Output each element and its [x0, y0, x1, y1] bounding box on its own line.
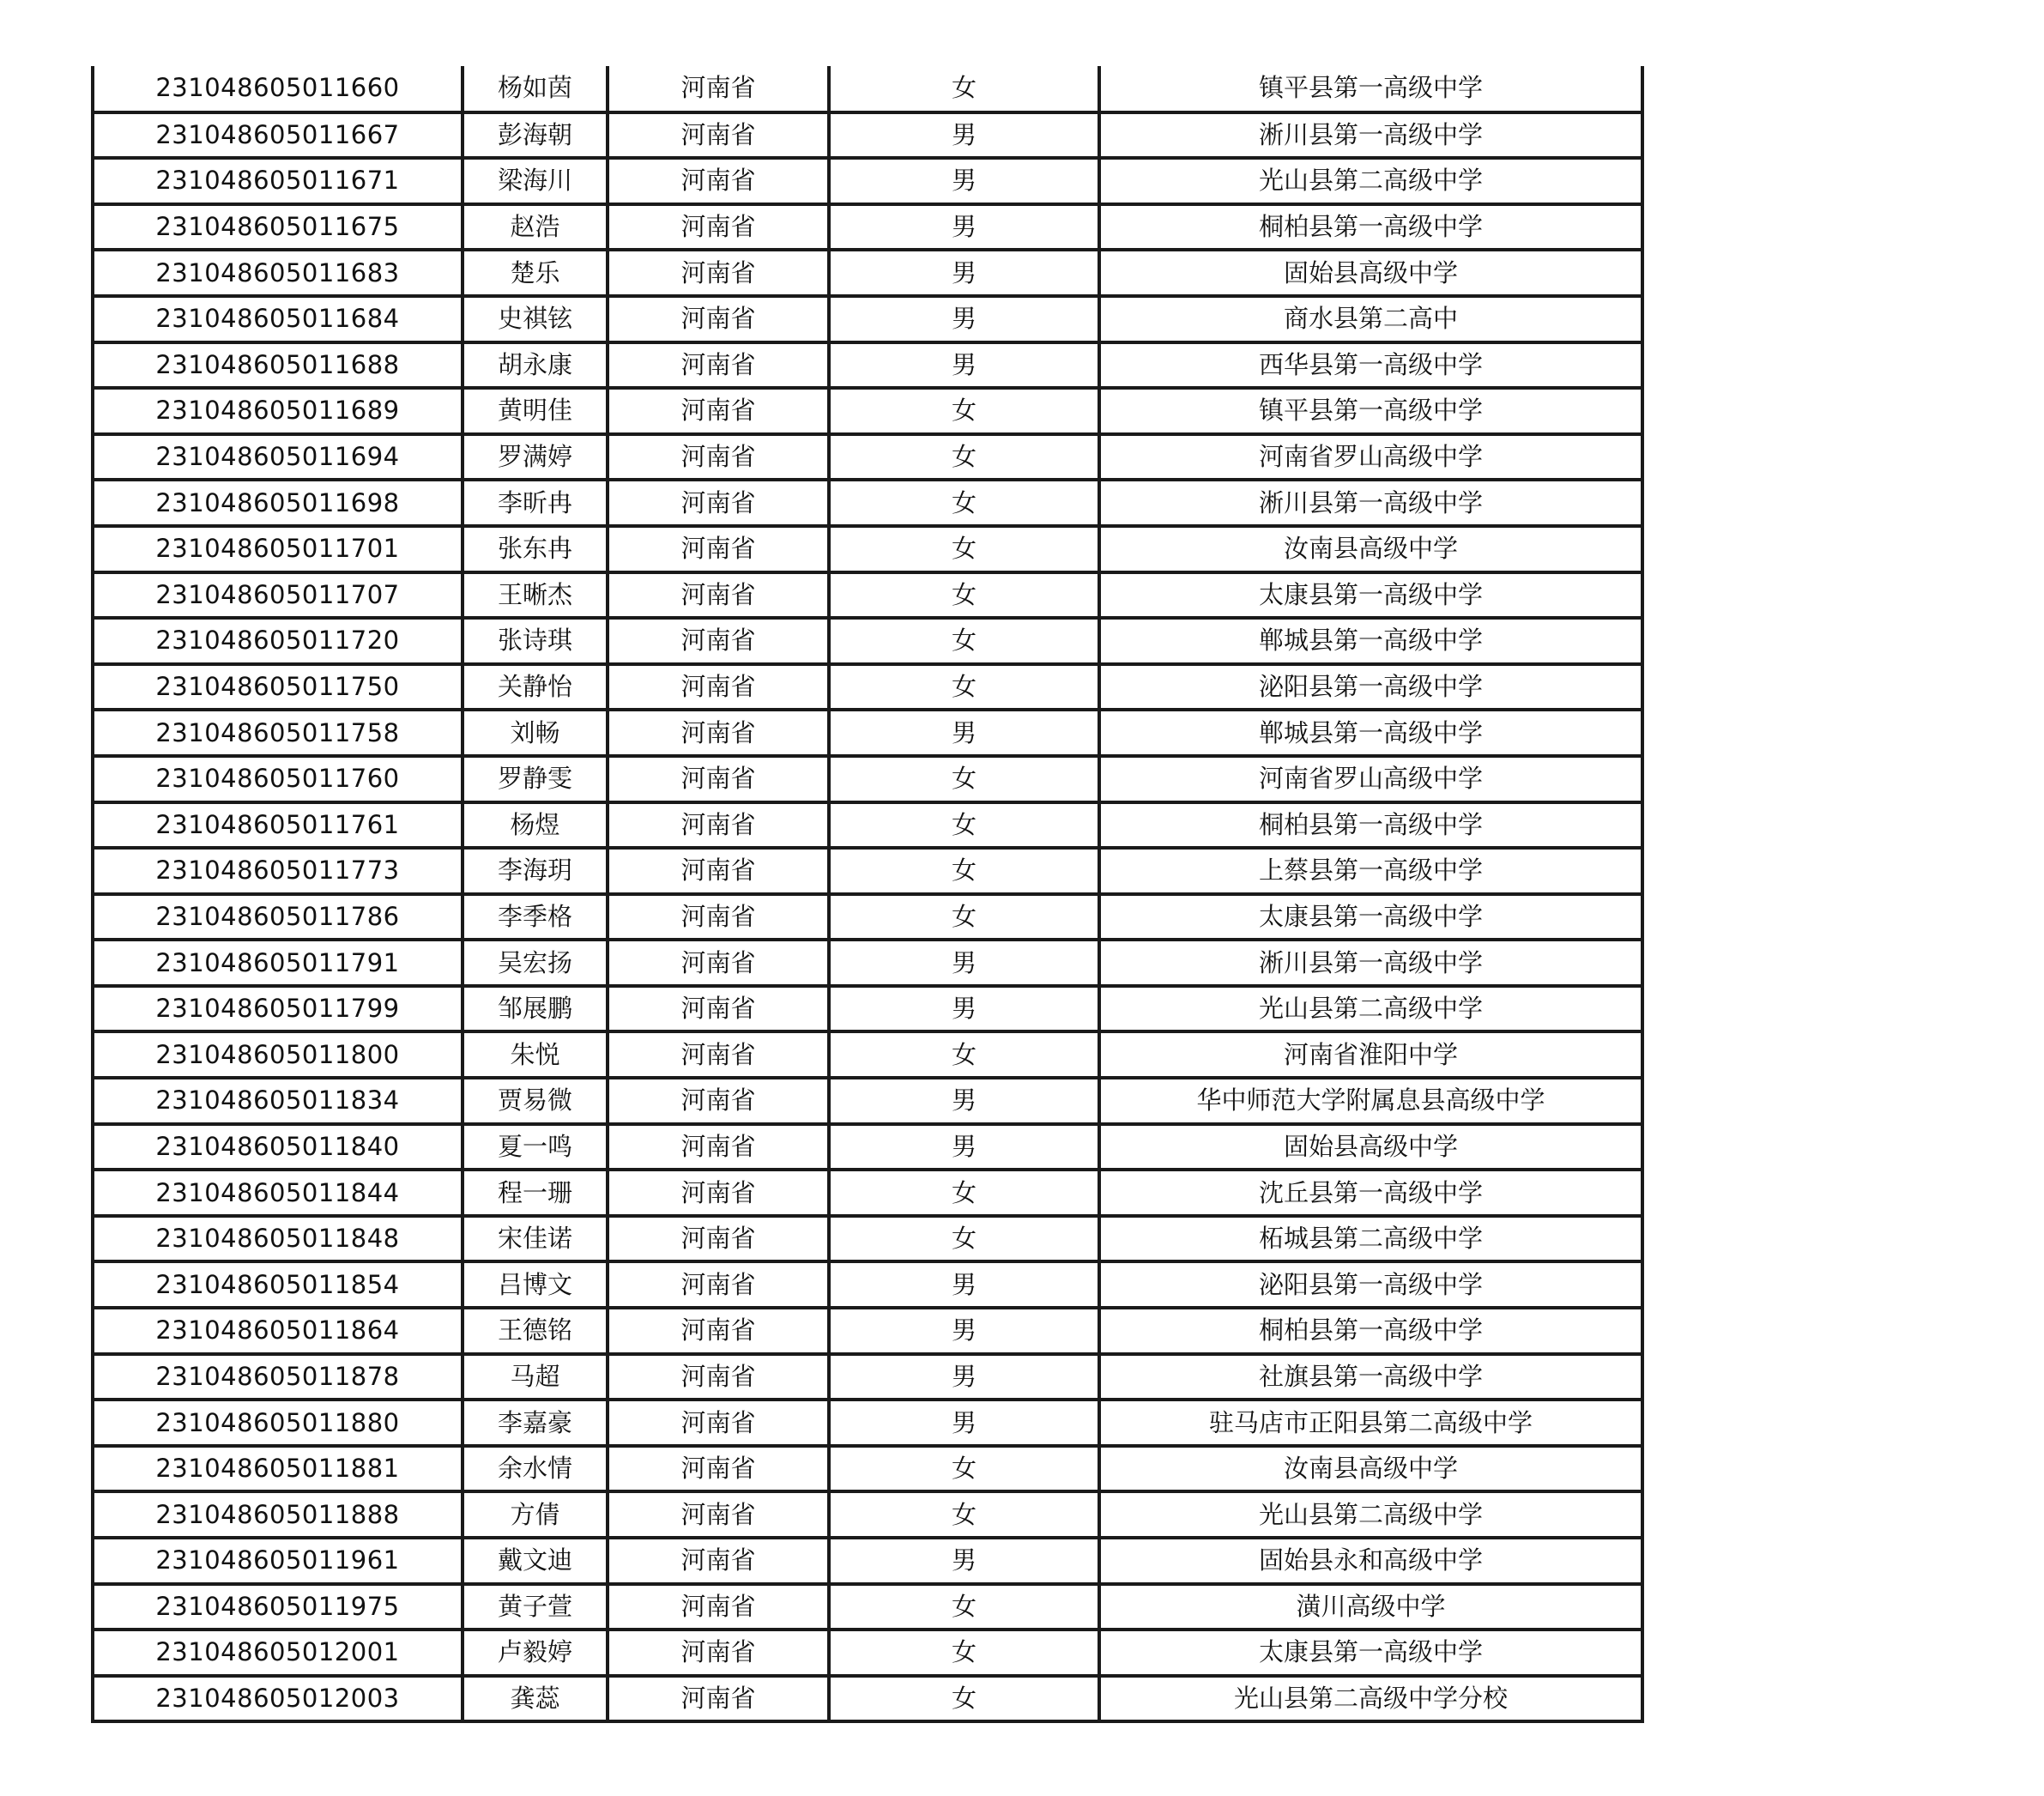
gender-cell: 女 [829, 1031, 1099, 1078]
table-row [93, 1630, 1642, 1676]
name-cell: 楚乐 [463, 250, 608, 296]
table-row [93, 112, 1642, 159]
province-cell: 河南省 [608, 296, 829, 342]
school-cell: 光山县第二高级中学 [1099, 986, 1642, 1032]
province-cell: 河南省 [608, 342, 829, 389]
name-cell: 张诗琪 [463, 618, 608, 664]
candidate-number-cell: 231048605012001 [93, 1630, 463, 1676]
table-row [93, 1400, 1642, 1446]
school-cell: 太康县第一高级中学 [1099, 894, 1642, 940]
table-row [93, 1308, 1642, 1354]
gender-cell: 女 [829, 894, 1099, 940]
candidate-number-cell: 231048605011848 [93, 1216, 463, 1262]
candidate-number-cell: 231048605011761 [93, 802, 463, 849]
name-cell: 罗满婷 [463, 434, 608, 481]
province-cell: 河南省 [608, 66, 829, 112]
gender-cell: 女 [829, 1676, 1099, 1722]
gender-cell: 女 [829, 526, 1099, 572]
table-row [93, 710, 1642, 756]
name-cell: 程一珊 [463, 1170, 608, 1216]
table-row [93, 296, 1642, 342]
candidate-number-cell: 231048605011688 [93, 342, 463, 389]
table-row [93, 1491, 1642, 1538]
gender-cell: 女 [829, 848, 1099, 894]
province-cell: 河南省 [608, 1400, 829, 1446]
candidate-number-cell: 231048605011878 [93, 1354, 463, 1400]
name-cell: 李昕冉 [463, 480, 608, 526]
gender-cell: 女 [829, 618, 1099, 664]
roster-table-body [93, 66, 1642, 1721]
name-cell: 朱悦 [463, 1031, 608, 1078]
table-row [93, 572, 1642, 619]
table-row [93, 1170, 1642, 1216]
candidate-number-cell: 231048605011694 [93, 434, 463, 481]
province-cell: 河南省 [608, 112, 829, 159]
name-cell: 贾易微 [463, 1078, 608, 1124]
gender-cell: 女 [829, 434, 1099, 481]
gender-cell: 男 [829, 342, 1099, 389]
school-cell: 光山县第二高级中学 [1099, 1491, 1642, 1538]
province-cell: 河南省 [608, 204, 829, 251]
school-cell: 华中师范大学附属息县高级中学 [1099, 1078, 1642, 1124]
gender-cell: 女 [829, 1170, 1099, 1216]
school-cell: 桐柏县第一高级中学 [1099, 1308, 1642, 1354]
gender-cell: 女 [829, 1630, 1099, 1676]
gender-cell: 男 [829, 1078, 1099, 1124]
candidate-number-cell: 231048605011791 [93, 940, 463, 986]
candidate-number-cell: 231048605011888 [93, 1491, 463, 1538]
province-cell: 河南省 [608, 1538, 829, 1584]
gender-cell: 男 [829, 710, 1099, 756]
table-row [93, 664, 1642, 711]
province-cell: 河南省 [608, 710, 829, 756]
candidate-number-cell: 231048605011854 [93, 1261, 463, 1308]
gender-cell: 男 [829, 1261, 1099, 1308]
candidate-number-cell: 231048605011880 [93, 1400, 463, 1446]
gender-cell: 男 [829, 940, 1099, 986]
candidate-number-cell: 231048605011689 [93, 388, 463, 434]
table-row [93, 894, 1642, 940]
province-cell: 河南省 [608, 1491, 829, 1538]
school-cell: 沈丘县第一高级中学 [1099, 1170, 1642, 1216]
candidate-number-cell: 231048605011671 [93, 158, 463, 204]
province-cell: 河南省 [608, 848, 829, 894]
school-cell: 镇平县第一高级中学 [1099, 66, 1642, 112]
school-cell: 河南省罗山高级中学 [1099, 756, 1642, 802]
candidate-number-cell: 231048605011758 [93, 710, 463, 756]
name-cell: 赵浩 [463, 204, 608, 251]
province-cell: 河南省 [608, 1216, 829, 1262]
name-cell: 戴文迪 [463, 1538, 608, 1584]
candidate-number-cell: 231048605011660 [93, 66, 463, 112]
table-row [93, 986, 1642, 1032]
province-cell: 河南省 [608, 756, 829, 802]
table-row [93, 1261, 1642, 1308]
school-cell: 太康县第一高级中学 [1099, 1630, 1642, 1676]
school-cell: 河南省淮阳中学 [1099, 1031, 1642, 1078]
table-row [93, 434, 1642, 481]
candidate-number-cell: 231048605011961 [93, 1538, 463, 1584]
province-cell: 河南省 [608, 480, 829, 526]
name-cell: 胡永康 [463, 342, 608, 389]
name-cell: 杨如茵 [463, 66, 608, 112]
school-cell: 桐柏县第一高级中学 [1099, 204, 1642, 251]
school-cell: 淅川县第一高级中学 [1099, 112, 1642, 159]
province-cell: 河南省 [608, 986, 829, 1032]
table-row [93, 1216, 1642, 1262]
province-cell: 河南省 [608, 158, 829, 204]
name-cell: 彭海朝 [463, 112, 608, 159]
table-row [93, 388, 1642, 434]
province-cell: 河南省 [608, 1630, 829, 1676]
candidate-number-cell: 231048605011834 [93, 1078, 463, 1124]
table-row [93, 848, 1642, 894]
student-roster-table [91, 66, 1644, 1723]
name-cell: 梁海川 [463, 158, 608, 204]
province-cell: 河南省 [608, 250, 829, 296]
candidate-number-cell: 231048605011698 [93, 480, 463, 526]
name-cell: 张东冉 [463, 526, 608, 572]
school-cell: 汝南县高级中学 [1099, 1446, 1642, 1492]
table-row [93, 1584, 1642, 1630]
candidate-number-cell: 231048605011701 [93, 526, 463, 572]
gender-cell: 女 [829, 388, 1099, 434]
school-cell: 柘城县第二高级中学 [1099, 1216, 1642, 1262]
table-row [93, 480, 1642, 526]
candidate-number-cell: 231048605011799 [93, 986, 463, 1032]
school-cell: 光山县第二高级中学 [1099, 158, 1642, 204]
school-cell: 河南省罗山高级中学 [1099, 434, 1642, 481]
gender-cell: 男 [829, 1308, 1099, 1354]
gender-cell: 男 [829, 1124, 1099, 1170]
school-cell: 郸城县第一高级中学 [1099, 710, 1642, 756]
school-cell: 驻马店市正阳县第二高级中学 [1099, 1400, 1642, 1446]
school-cell: 商水县第二高中 [1099, 296, 1642, 342]
province-cell: 河南省 [608, 1078, 829, 1124]
name-cell: 黄明佳 [463, 388, 608, 434]
name-cell: 夏一鸣 [463, 1124, 608, 1170]
table-row [93, 250, 1642, 296]
gender-cell: 男 [829, 250, 1099, 296]
table-row [93, 1354, 1642, 1400]
school-cell: 光山县第二高级中学分校 [1099, 1676, 1642, 1722]
candidate-number-cell: 231048605011707 [93, 572, 463, 619]
school-cell: 淅川县第一高级中学 [1099, 480, 1642, 526]
school-cell: 上蔡县第一高级中学 [1099, 848, 1642, 894]
table-row [93, 618, 1642, 664]
candidate-number-cell: 231048605011720 [93, 618, 463, 664]
gender-cell: 女 [829, 1584, 1099, 1630]
province-cell: 河南省 [608, 1676, 829, 1722]
school-cell: 固始县高级中学 [1099, 250, 1642, 296]
candidate-number-cell: 231048605011684 [93, 296, 463, 342]
province-cell: 河南省 [608, 802, 829, 849]
gender-cell: 男 [829, 204, 1099, 251]
province-cell: 河南省 [608, 434, 829, 481]
gender-cell: 男 [829, 158, 1099, 204]
province-cell: 河南省 [608, 1584, 829, 1630]
gender-cell: 男 [829, 1354, 1099, 1400]
table-row [93, 1124, 1642, 1170]
name-cell: 龚蕊 [463, 1676, 608, 1722]
province-cell: 河南省 [608, 388, 829, 434]
name-cell: 马超 [463, 1354, 608, 1400]
name-cell: 邹展鹏 [463, 986, 608, 1032]
school-cell: 淅川县第一高级中学 [1099, 940, 1642, 986]
province-cell: 河南省 [608, 572, 829, 619]
candidate-number-cell: 231048605011881 [93, 1446, 463, 1492]
name-cell: 王德铭 [463, 1308, 608, 1354]
name-cell: 关静怡 [463, 664, 608, 711]
province-cell: 河南省 [608, 618, 829, 664]
gender-cell: 女 [829, 66, 1099, 112]
gender-cell: 女 [829, 664, 1099, 711]
name-cell: 刘畅 [463, 710, 608, 756]
name-cell: 李海玥 [463, 848, 608, 894]
table-row [93, 1031, 1642, 1078]
name-cell: 吕博文 [463, 1261, 608, 1308]
candidate-number-cell: 231048605011683 [93, 250, 463, 296]
school-cell: 西华县第一高级中学 [1099, 342, 1642, 389]
candidate-number-cell: 231048605011844 [93, 1170, 463, 1216]
name-cell: 宋佳诺 [463, 1216, 608, 1262]
candidate-number-cell: 231048605011667 [93, 112, 463, 159]
gender-cell: 男 [829, 986, 1099, 1032]
school-cell: 太康县第一高级中学 [1099, 572, 1642, 619]
gender-cell: 女 [829, 480, 1099, 526]
gender-cell: 男 [829, 1400, 1099, 1446]
gender-cell: 男 [829, 296, 1099, 342]
table-row [93, 940, 1642, 986]
table-row [93, 756, 1642, 802]
name-cell: 卢毅婷 [463, 1630, 608, 1676]
school-cell: 镇平县第一高级中学 [1099, 388, 1642, 434]
province-cell: 河南省 [608, 1446, 829, 1492]
name-cell: 王晰杰 [463, 572, 608, 619]
candidate-number-cell: 231048605011760 [93, 756, 463, 802]
province-cell: 河南省 [608, 526, 829, 572]
school-cell: 郸城县第一高级中学 [1099, 618, 1642, 664]
name-cell: 余水情 [463, 1446, 608, 1492]
gender-cell: 女 [829, 1446, 1099, 1492]
school-cell: 固始县永和高级中学 [1099, 1538, 1642, 1584]
candidate-number-cell: 231048605011864 [93, 1308, 463, 1354]
province-cell: 河南省 [608, 664, 829, 711]
school-cell: 固始县高级中学 [1099, 1124, 1642, 1170]
gender-cell: 女 [829, 1216, 1099, 1262]
school-cell: 汝南县高级中学 [1099, 526, 1642, 572]
gender-cell: 女 [829, 802, 1099, 849]
name-cell: 李季格 [463, 894, 608, 940]
school-cell: 桐柏县第一高级中学 [1099, 802, 1642, 849]
table-row [93, 204, 1642, 251]
name-cell: 黄子萱 [463, 1584, 608, 1630]
candidate-number-cell: 231048605011675 [93, 204, 463, 251]
school-cell: 泌阳县第一高级中学 [1099, 1261, 1642, 1308]
table-row [93, 1078, 1642, 1124]
gender-cell: 女 [829, 1491, 1099, 1538]
gender-cell: 男 [829, 112, 1099, 159]
candidate-number-cell: 231048605011750 [93, 664, 463, 711]
table-row [93, 66, 1642, 112]
province-cell: 河南省 [608, 1261, 829, 1308]
name-cell: 方倩 [463, 1491, 608, 1538]
province-cell: 河南省 [608, 1124, 829, 1170]
candidate-number-cell: 231048605012003 [93, 1676, 463, 1722]
table-row [93, 342, 1642, 389]
province-cell: 河南省 [608, 1031, 829, 1078]
name-cell: 李嘉豪 [463, 1400, 608, 1446]
table-row [93, 1538, 1642, 1584]
school-cell: 潢川高级中学 [1099, 1584, 1642, 1630]
table-row [93, 526, 1642, 572]
table-row [93, 1446, 1642, 1492]
table-row [93, 158, 1642, 204]
province-cell: 河南省 [608, 1170, 829, 1216]
gender-cell: 女 [829, 572, 1099, 619]
province-cell: 河南省 [608, 940, 829, 986]
province-cell: 河南省 [608, 894, 829, 940]
candidate-number-cell: 231048605011773 [93, 848, 463, 894]
province-cell: 河南省 [608, 1354, 829, 1400]
school-cell: 泌阳县第一高级中学 [1099, 664, 1642, 711]
gender-cell: 女 [829, 756, 1099, 802]
name-cell: 杨煜 [463, 802, 608, 849]
name-cell: 吴宏扬 [463, 940, 608, 986]
candidate-number-cell: 231048605011975 [93, 1584, 463, 1630]
candidate-number-cell: 231048605011786 [93, 894, 463, 940]
candidate-number-cell: 231048605011800 [93, 1031, 463, 1078]
candidate-number-cell: 231048605011840 [93, 1124, 463, 1170]
province-cell: 河南省 [608, 1308, 829, 1354]
name-cell: 罗静雯 [463, 756, 608, 802]
name-cell: 史祺铉 [463, 296, 608, 342]
school-cell: 社旗县第一高级中学 [1099, 1354, 1642, 1400]
gender-cell: 男 [829, 1538, 1099, 1584]
table-row [93, 1676, 1642, 1722]
table-row [93, 802, 1642, 849]
